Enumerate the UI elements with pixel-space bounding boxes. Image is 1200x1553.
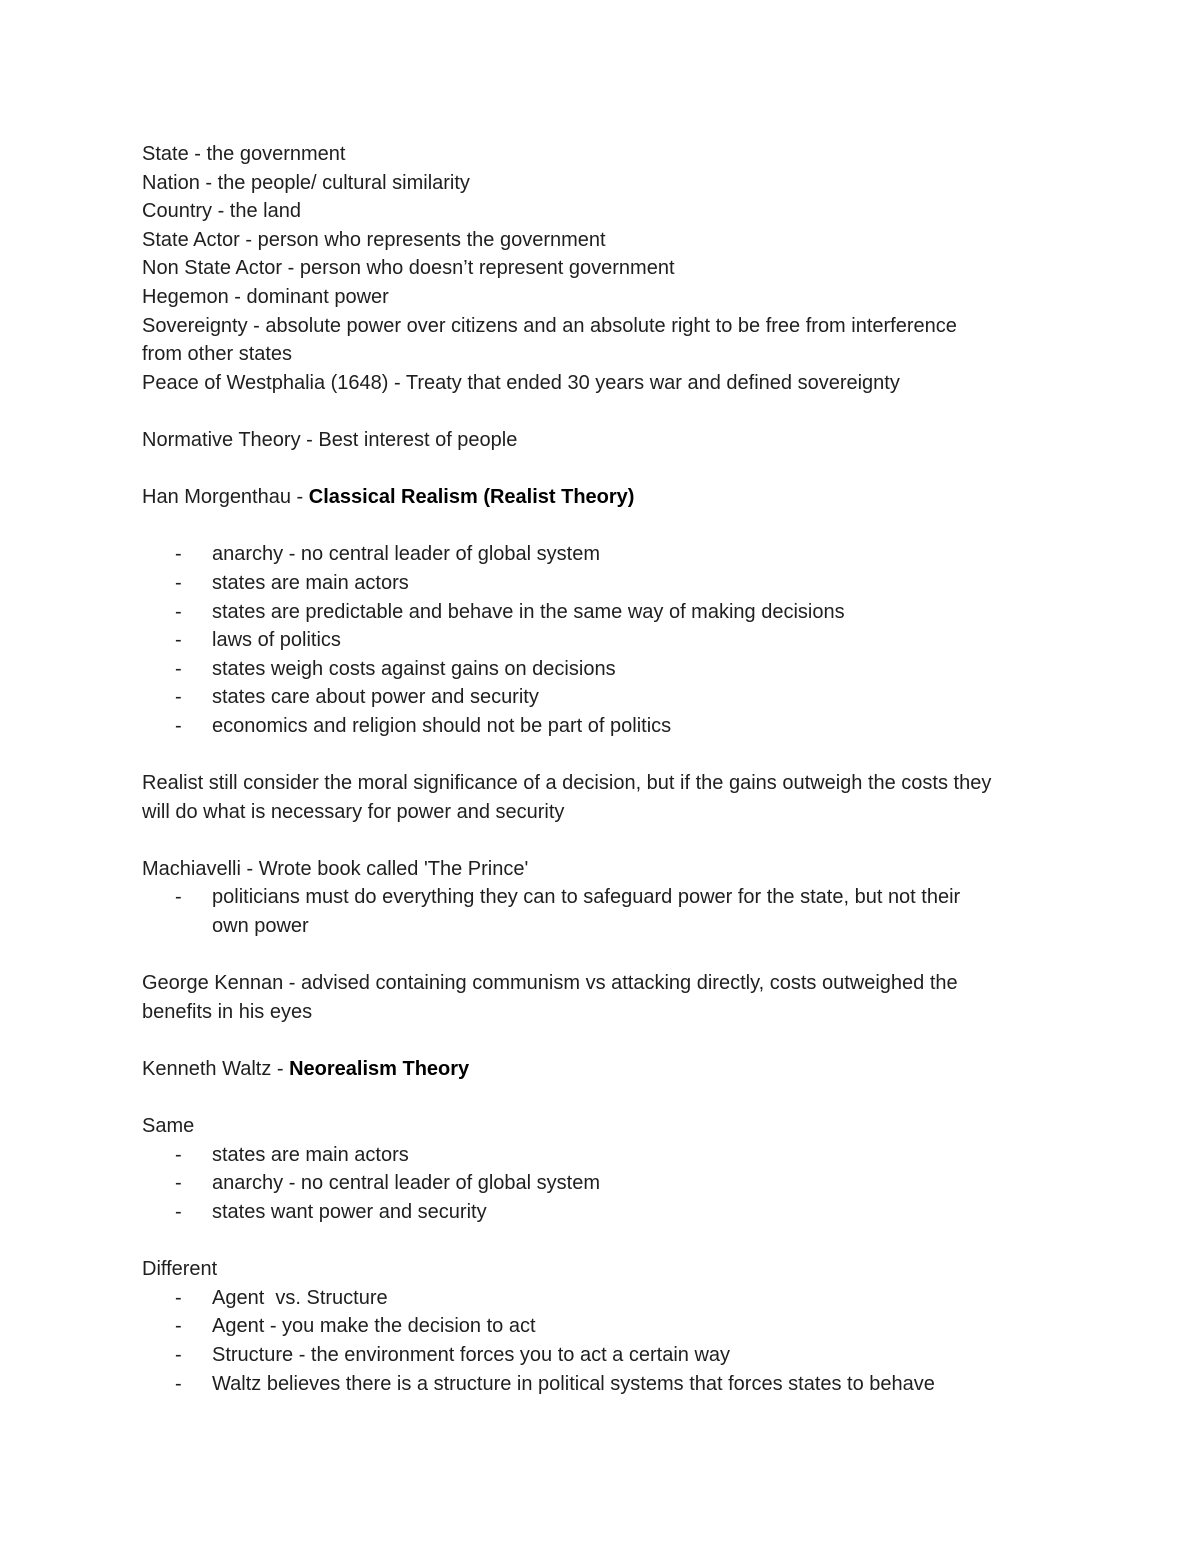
list-item-text: Agent - you make the decision to act	[212, 1315, 536, 1338]
definition-country: Country - the land	[142, 200, 301, 223]
dash-bullet: -	[175, 571, 182, 594]
kennan-line-2: benefits in his eyes	[142, 1000, 313, 1023]
list-item	[142, 1312, 1072, 1341]
definition-state: State - the government	[142, 143, 346, 165]
realist-note-line-2: will do what is necessary for power and security	[142, 800, 565, 823]
machiavelli-heading: Machiavelli - Wrote book called 'The Prince'	[142, 857, 529, 880]
dash-bullet: -	[175, 1286, 182, 1309]
classical-realism-title: Classical Realism (Realist Theory)	[308, 486, 635, 509]
classical-realism-list	[142, 540, 1072, 740]
list-item-text: states care about power and security	[212, 686, 539, 709]
list-item-text: states want power and security	[212, 1200, 487, 1223]
spacer	[142, 455, 1072, 484]
spacer	[142, 1026, 1072, 1055]
list-item	[142, 626, 1072, 655]
list-item	[142, 1341, 1072, 1370]
classical-realism-heading	[142, 483, 1072, 512]
list-item	[142, 883, 1072, 912]
dash-bullet: -	[175, 1200, 182, 1223]
spacer	[142, 826, 1072, 855]
dash-bullet: -	[175, 1143, 182, 1166]
neorealism-title: Neorealism Theory	[289, 1058, 470, 1080]
list-item-text: Structure - the environment forces you to act a certain way	[212, 1343, 731, 1366]
definitions-block	[142, 140, 1072, 397]
dash-bullet: -	[175, 1315, 182, 1338]
neorealism-heading	[142, 1055, 1072, 1084]
list-item	[142, 569, 1072, 598]
dash-bullet: -	[175, 657, 182, 680]
spacer	[142, 397, 1072, 426]
dash-bullet: -	[175, 629, 182, 652]
spacer	[142, 740, 1072, 769]
list-item-text: states weigh costs against gains on decisions	[212, 657, 616, 680]
spacer	[142, 941, 1072, 970]
list-item	[142, 1370, 1072, 1399]
list-item	[142, 655, 1072, 684]
dash-bullet: -	[175, 1343, 182, 1366]
definition-westphalia: Peace of Westphalia (1648) - Treaty that ended 30 years war and defined sovereignty	[142, 371, 900, 394]
spacer	[142, 512, 1072, 541]
spacer	[142, 1084, 1072, 1113]
dash-bullet: -	[175, 1372, 182, 1395]
list-item-text: economics and religion should not be part of politics	[212, 714, 672, 737]
list-item-text: laws of politics	[212, 629, 341, 652]
definition-nation: Nation - the people/ cultural similarity	[142, 171, 470, 194]
same-heading: Same	[142, 1115, 195, 1138]
list-item	[142, 540, 1072, 569]
dash-bullet: -	[175, 686, 182, 709]
different-heading: Different	[142, 1258, 218, 1281]
list-item	[142, 683, 1072, 712]
document-page	[142, 140, 1072, 1398]
list-item-text: Waltz believes there is a structure in political systems that forces states to behave	[212, 1372, 935, 1395]
list-item	[142, 1284, 1072, 1313]
different-list	[142, 1284, 1072, 1398]
definition-state-actor: State Actor - person who represents the government	[142, 228, 606, 251]
dash-bullet: -	[175, 543, 182, 566]
list-item-text: politicians must do everything they can to safeguard power for the state, but not their	[212, 886, 961, 909]
list-item	[142, 712, 1072, 741]
same-list	[142, 1141, 1072, 1227]
list-item-text: states are main actors	[212, 1143, 409, 1166]
definition-sovereignty-continued: from other states	[142, 343, 293, 366]
definition-sovereignty: Sovereignty - absolute power over citizens and an absolute right to be free from interference	[142, 314, 957, 337]
spacer	[142, 1227, 1072, 1256]
list-item-continued	[142, 912, 1072, 941]
kennan-line-1: George Kennan - advised containing communism vs attacking directly, costs outweighed the	[142, 972, 958, 995]
definition-hegemon: Hegemon - dominant power	[142, 285, 389, 308]
definition-non-state-actor: Non State Actor - person who doesn’t represent government	[142, 257, 675, 280]
list-item-text: anarchy - no central leader of global system	[212, 543, 600, 566]
dash-bullet: -	[175, 600, 182, 623]
list-item-text: states are predictable and behave in the same way of making decisions	[212, 600, 845, 623]
list-item-text: own power	[212, 915, 309, 938]
list-item-text: Agent vs. Structure	[212, 1286, 388, 1309]
machiavelli-list	[142, 883, 1072, 940]
neorealism-author: Kenneth Waltz -	[142, 1058, 290, 1080]
realist-note-line-1: Realist still consider the moral significance of a decision, but if the gains outweigh the costs they	[142, 772, 992, 795]
dash-bullet: -	[175, 714, 182, 737]
normative-theory: Normative Theory - Best interest of people	[142, 428, 518, 451]
list-item-text: states are main actors	[212, 571, 409, 594]
list-item	[142, 1141, 1072, 1170]
list-item	[142, 1169, 1072, 1198]
list-item	[142, 598, 1072, 627]
list-item	[142, 1198, 1072, 1227]
dash-bullet: -	[175, 886, 182, 909]
classical-realism-author: Han Morgenthau -	[142, 486, 309, 509]
dash-bullet: -	[175, 1172, 182, 1195]
list-item-text: anarchy - no central leader of global system	[212, 1172, 600, 1195]
